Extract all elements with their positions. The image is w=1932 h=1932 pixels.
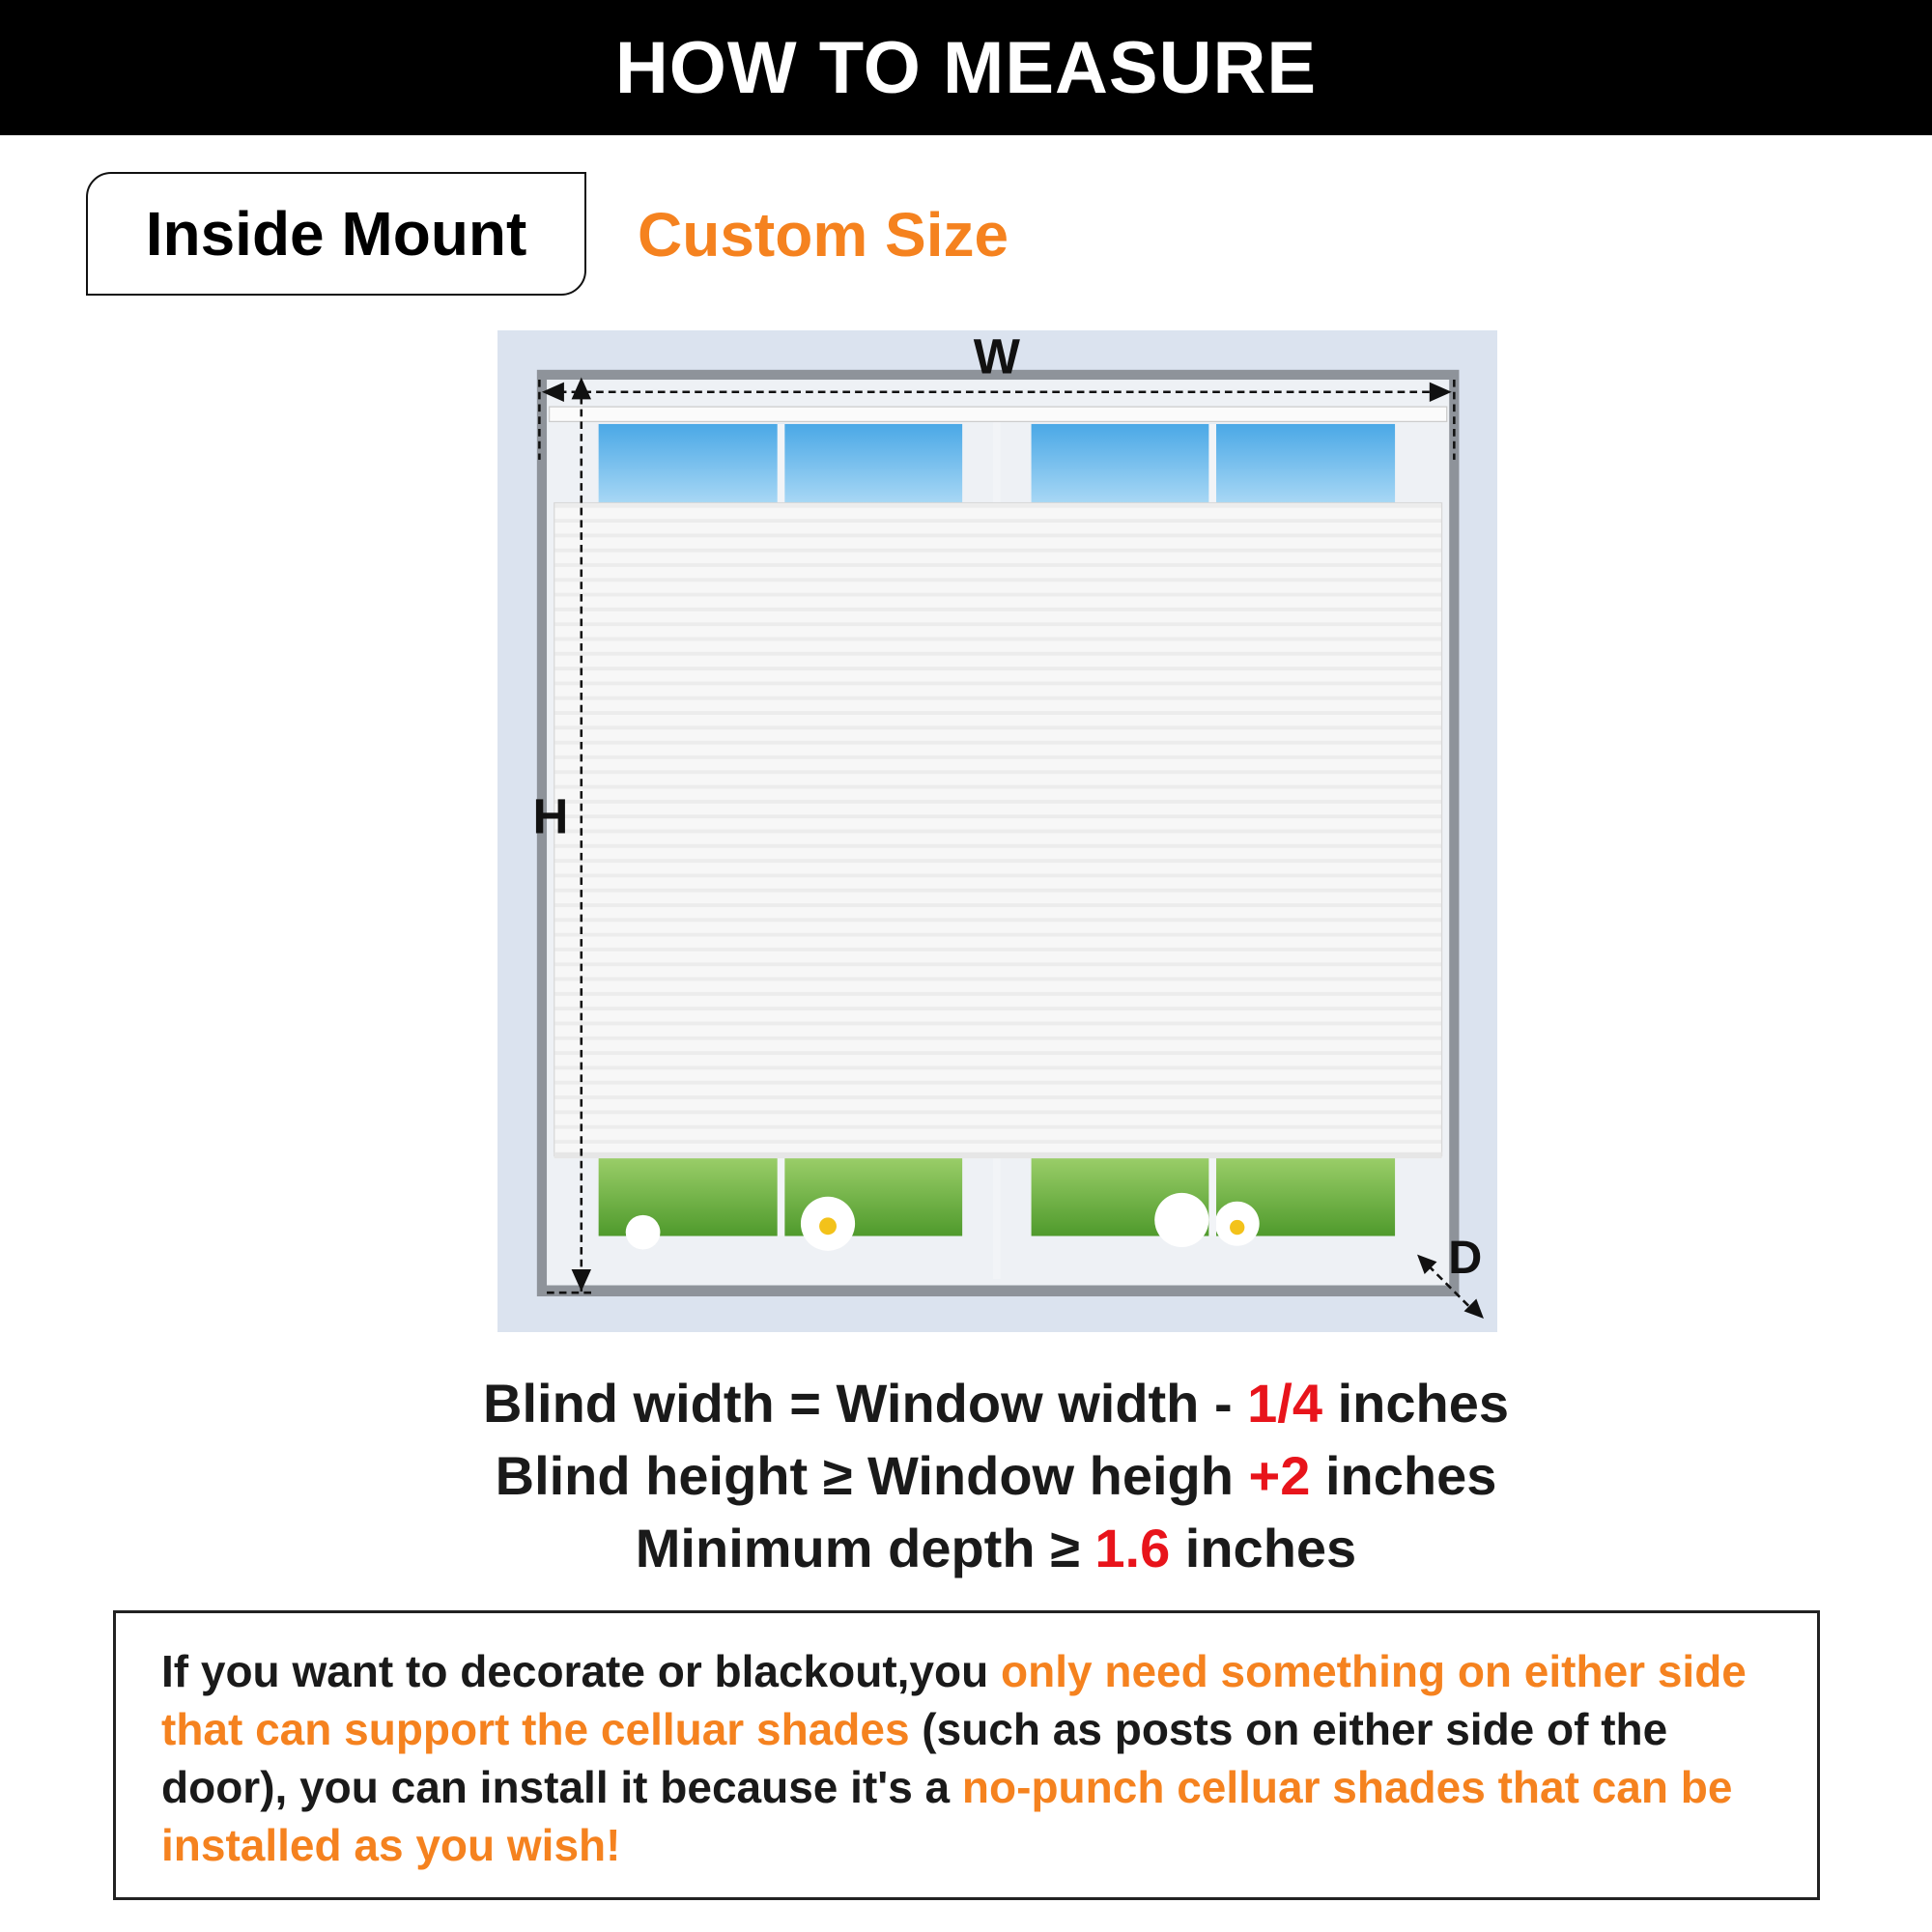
height-label: H <box>532 788 569 844</box>
measurement-formulas <box>0 1367 1932 1584</box>
installation-note: If you want to decorate or blackout,you only need something on either side that can support the celluar shades (such as posts on either side of the door), you can install it because it's a no-punch celluar shades that can be installed as you wish! <box>113 1610 1820 1900</box>
page-title: HOW TO MEASURE <box>614 26 1318 109</box>
formula-width: Blind width = Window width - 1/4 inches <box>483 1373 1509 1434</box>
formula-height: Blind height ≥ Window heigh +2 inches <box>495 1445 1497 1506</box>
depth-label: D <box>1448 1231 1483 1284</box>
cellular-shade <box>554 503 1442 1156</box>
mount-type-badge: Inside Mount <box>86 172 586 296</box>
headrail <box>550 407 1447 421</box>
width-label: W <box>973 330 1020 384</box>
formula-depth: Minimum depth ≥ 1.6 inches <box>635 1518 1357 1578</box>
header-bar <box>0 0 1932 135</box>
custom-size-label: Custom Size <box>638 200 1009 270</box>
window-measurement-diagram <box>497 330 1497 1332</box>
bottom-rail <box>554 1152 1442 1158</box>
